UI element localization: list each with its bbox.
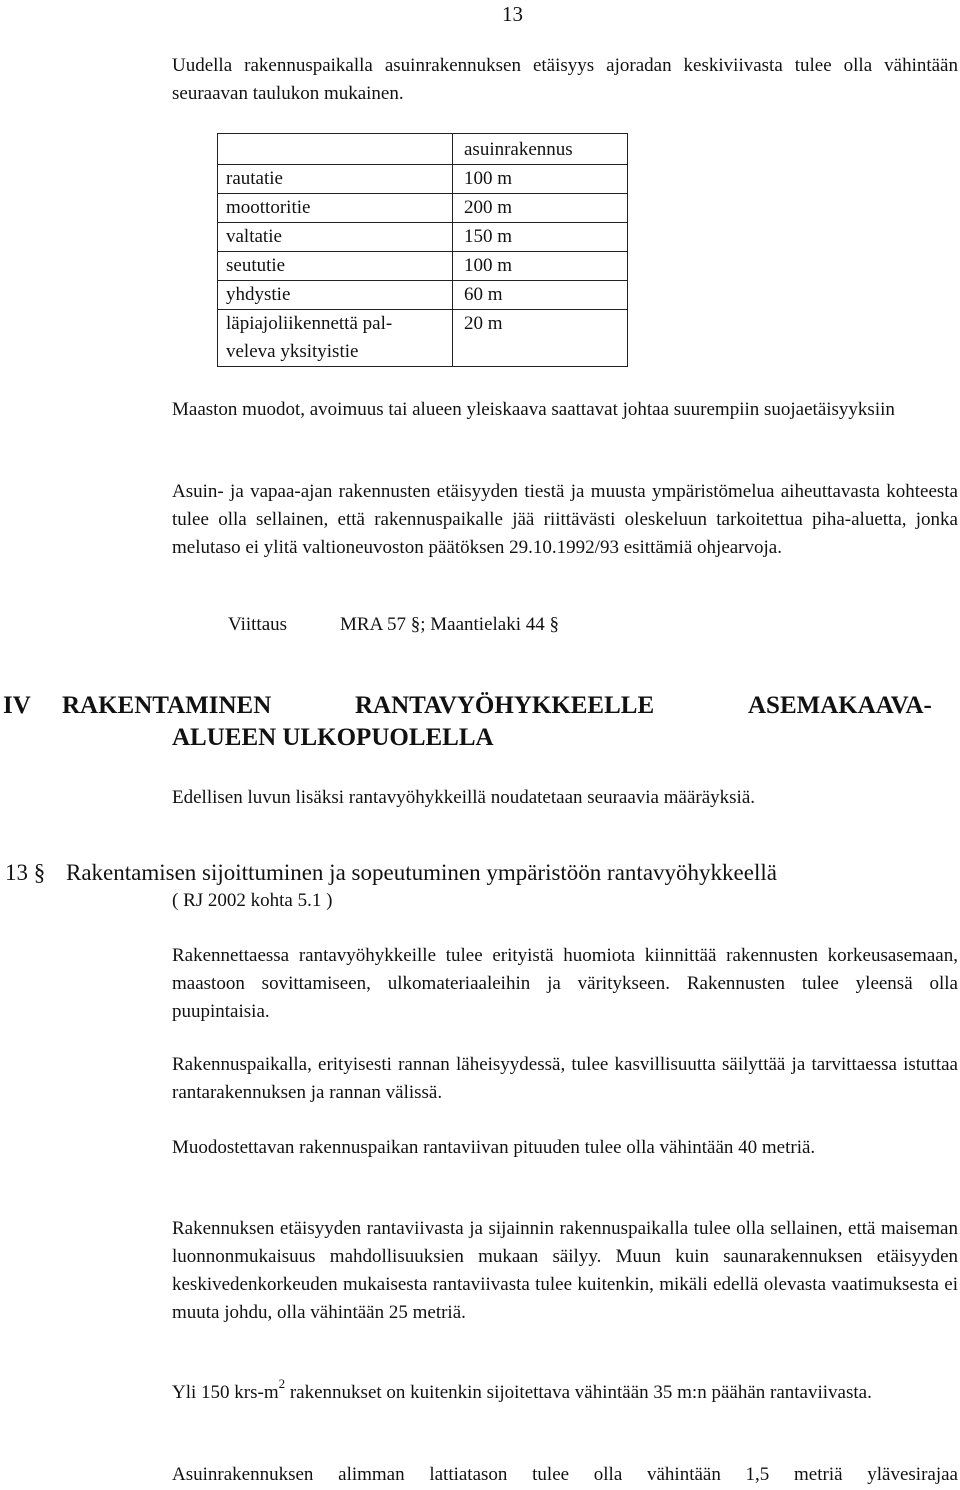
table-row <box>218 281 628 310</box>
road-type-cell <box>218 310 453 367</box>
road-type-cell <box>218 194 453 223</box>
road-type-cell <box>218 281 453 310</box>
distance-cell: 100 m <box>453 252 628 281</box>
reference-label: Viittaus <box>228 614 288 635</box>
table-header-empty <box>218 134 453 165</box>
chapter-title-word: RAKENTAMINEN <box>62 692 272 719</box>
distance-cell: 200 m <box>453 194 628 223</box>
page-number: 13 <box>502 2 523 26</box>
table-header-row <box>218 134 628 165</box>
distance-cell: 20 m <box>453 310 628 367</box>
distance-table <box>217 133 628 367</box>
body-paragraph: Rakennuspaikalla, erityisesti rannan läheisyydessä, tulee kasvillisuutta säilyttää ja tarvittaessa istuttaa rantarakennuksen ja rannan välissä. <box>172 1054 958 1103</box>
distance-cell: 150 m <box>453 223 628 252</box>
section-number: 13 § <box>5 860 46 885</box>
table-row <box>218 252 628 281</box>
road-type-label: läpiajoliikennettä pal- <box>226 313 393 334</box>
superscript: 2 <box>278 1375 286 1391</box>
road-type-label: moottoritie <box>226 197 311 218</box>
road-type-cell <box>218 252 453 281</box>
section-subtitle: ( RJ 2002 kohta 5.1 ) <box>172 890 333 911</box>
road-type-label: seututie <box>226 255 286 276</box>
table-row <box>218 310 628 367</box>
table-row <box>218 223 628 252</box>
table-row <box>218 165 628 194</box>
table-row <box>218 194 628 223</box>
road-type-label: rautatie <box>226 168 283 189</box>
noise-paragraph: Asuin- ja vapaa-ajan rakennusten etäisyyden tiestä ja muusta ympäristömelua aiheuttavasta kohteesta tulee olla sellainen, että rakennuspaikalle jää riittävästi oleskeluun tarkoitettua piha-aluetta, jonka melutaso ei ylitä valtioneuvoston päätöksen 29.10.1992/93 esittämiä ohjearvoja. <box>172 481 958 558</box>
floor-area-text-cont: rakennukset on kuitenkin sijoitettava vähintään 35 m:n päähän rantaviivasta. <box>285 1382 872 1403</box>
floor-area-text: Yli 150 krs-m <box>172 1382 279 1403</box>
table-header-cell: asuinrakennus <box>453 134 628 165</box>
body-paragraph: Rakennuksen etäisyyden rantaviivasta ja sijainnin rakennuspaikalla tulee olla sellainen, että maiseman luonnonmukaisuus mahdollisuuksien mukaan säilyy. Muun kuin saunarakennuksen etäisyyden keskivedenkorkeuden mukaisesta rantaviivasta tulee kuitenkin, mikäli edellä olevasta vaatimuksesta ei muuta johdu, olla vähintään 25 metriä. <box>172 1218 958 1323</box>
chapter-title-line2: ALUEEN ULKOPUOLELLA <box>172 724 494 751</box>
body-paragraph: Muodostettavan rakennuspaikan rantaviivan pituuden tulee olla vähintään 40 metriä. <box>172 1137 816 1158</box>
chapter-intro: Edellisen luvun lisäksi rantavyöhykkeillä noudatetaan seuraavia määräyksiä. <box>172 787 755 808</box>
chapter-number: IV <box>3 692 31 719</box>
distance-cell: 100 m <box>453 165 628 194</box>
road-type-cell <box>218 223 453 252</box>
body-paragraph: Rakennettaessa rantavyöhykkeille tulee erityistä huomiota kiinnittää rakennusten korkeusasemaan, maastoon sovittamiseen, ulkomateriaaleihin ja väritykseen. Rakennusten tulee yleensä olla puupintaisia. <box>172 945 958 1022</box>
chapter-title-word: ASEMAKAAVA- <box>748 692 932 719</box>
road-type-cell <box>218 165 453 194</box>
road-type-label: yhdystie <box>226 284 291 305</box>
reference-text: MRA 57 §; Maantielaki 44 § <box>340 614 560 635</box>
floor-area-paragraph <box>172 1375 958 1407</box>
distance-cell: 60 m <box>453 281 628 310</box>
intro-paragraph: Uudella rakennuspaikalla asuinrakennuksen etäisyys ajoradan keskiviivasta tulee olla vähintään seuraavan taulukon mukainen. <box>172 55 958 104</box>
road-type-label-cont: veleva yksityistie <box>226 341 359 362</box>
chapter-title-word: RANTAVYÖHYKKEELLE <box>355 692 655 719</box>
road-type-label: valtatie <box>226 226 282 247</box>
section-title: Rakentamisen sijoittuminen ja sopeutuminen ympäristöön rantavyöhykkeellä <box>66 860 777 885</box>
last-paragraph: Asuinrakennuksen alimman lattiatason tulee olla vähintään 1,5 metriä ylävesirajaa <box>172 1464 958 1485</box>
terrain-paragraph: Maaston muodot, avoimuus tai alueen yleiskaava saattavat johtaa suurempiin suojaetäisyyksiin <box>172 399 895 420</box>
